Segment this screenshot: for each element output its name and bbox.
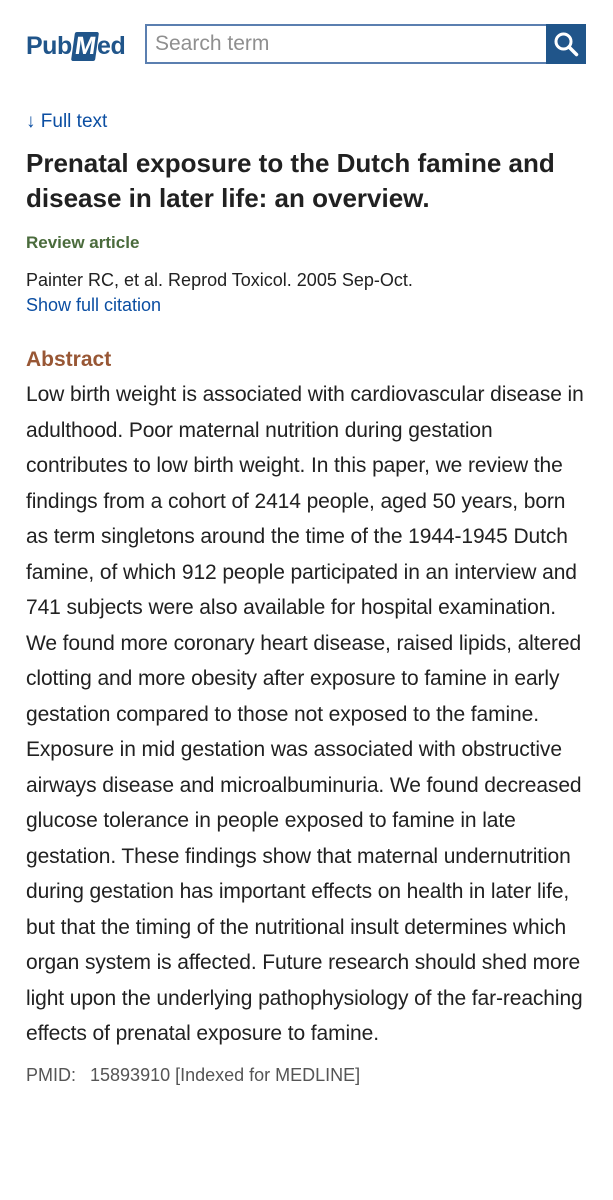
search-icon <box>553 31 579 57</box>
logo-pub: Pub <box>26 31 72 60</box>
pmid-row <box>26 1062 591 1088</box>
down-arrow-icon: ↓ <box>26 111 36 132</box>
logo-ed: ed <box>97 31 126 60</box>
full-text-link[interactable] <box>26 108 591 136</box>
article-type-badge: Review article <box>26 233 140 252</box>
search-bar <box>145 24 586 64</box>
logo-med <box>73 32 126 61</box>
pmid-value: 15893910 [Indexed for MEDLINE] <box>90 1064 361 1085</box>
pmid-label: PMID: <box>26 1064 77 1085</box>
abstract-text: Low birth weight is associated with cardiovascular disease in adulthood. Poor maternal nutrition during gestation contributes to low birth weight. In this paper, we review the findings from a cohort of 2414 people, aged 50 years, born as term singletons around the time of the 1944-1945 Dutch famine, of which 912 people participated in an interview and 741 subjects were also available for hospital examination. We found more coronary heart disease, raised lipids, altered clotting and more obesity after exposure to famine in early gestation compared to those not exposed to the famine. Exposure in mid gestation was associated with obstructive airways disease and microalbuminuria. We found decreased glucose tolerance in people exposed to famine in late gestation. These findings show that maternal undernutrition during gestation has important effects on health in later life, but that the timing of the nutritional insult determines which organ system is affected. Future research should shed more light upon the underlying pathophysiology of the far-reaching effects of prenatal exposure to famine. <box>26 383 584 1045</box>
article-title: Prenatal exposure to the Dutch famine and disease in later life: an overview. <box>26 148 555 213</box>
abstract-heading: Abstract <box>26 348 112 371</box>
full-text-label: Full text <box>40 111 108 132</box>
logo-m-badge: M <box>71 32 99 61</box>
pubmed-logo[interactable] <box>26 26 125 66</box>
article-content <box>26 108 591 1088</box>
search-button[interactable] <box>546 24 586 64</box>
citation-short: Painter RC, et al. Reprod Toxicol. 2005 Sep-Oct. <box>26 270 413 290</box>
show-full-citation-link[interactable]: Show full citation <box>26 295 162 315</box>
header <box>0 0 613 90</box>
search-input[interactable] <box>145 24 546 64</box>
